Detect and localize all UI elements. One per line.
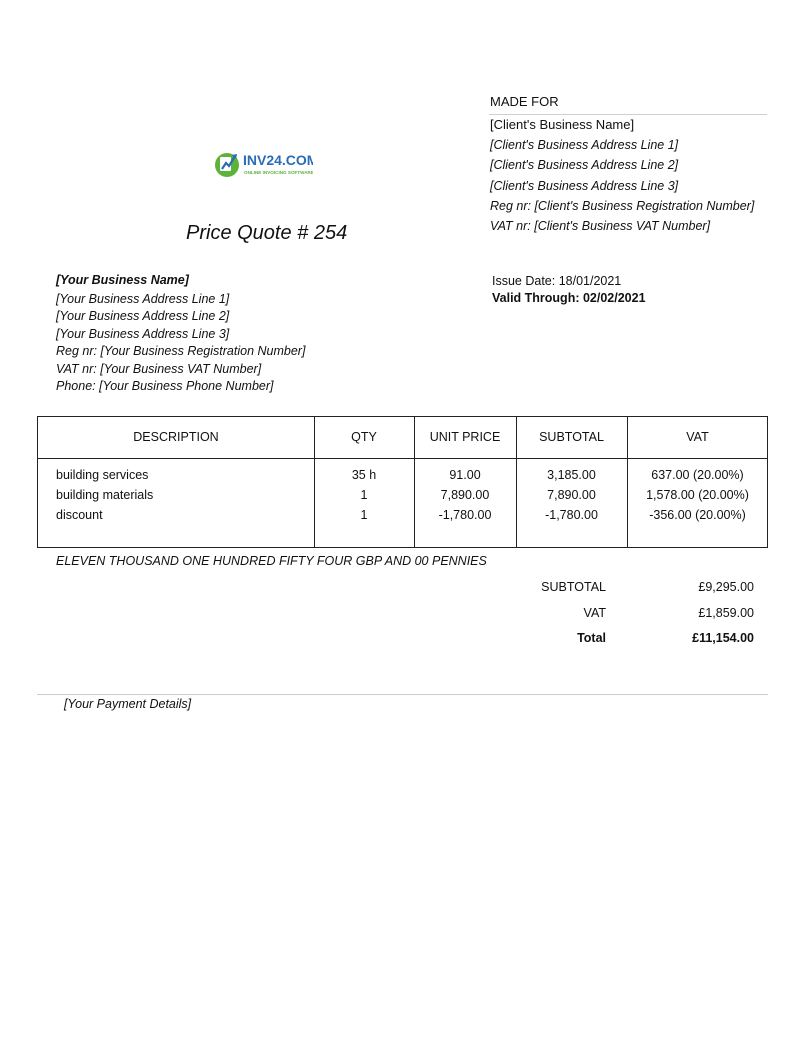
cell-unit-price: 91.00: [449, 468, 481, 482]
table-row: [38, 508, 767, 528]
header-vat: VAT: [686, 430, 709, 444]
total-value: £11,154.00: [692, 631, 754, 645]
vat-label: VAT: [583, 606, 606, 620]
subtotal-label: SUBTOTAL: [541, 580, 606, 594]
cell-description: building materials: [56, 488, 154, 502]
items-table: [37, 416, 768, 548]
payment-details: [Your Payment Details]: [64, 697, 192, 711]
cell-subtotal: 7,890.00: [547, 488, 596, 502]
business-details: [56, 291, 305, 395]
table-row: [38, 468, 767, 488]
header-divider: [38, 458, 767, 459]
cell-qty: 1: [360, 488, 368, 502]
business-address-line-2: [Your Business Address Line 2]: [56, 309, 230, 324]
cell-vat: -356.00 (20.00%): [649, 508, 746, 522]
header-unit-price: UNIT PRICE: [429, 430, 501, 444]
logo-wordmark: INV24.COM: [243, 152, 313, 168]
business-vat-number: VAT nr: [Your Business VAT Number]: [56, 361, 262, 376]
client-details: [490, 135, 754, 236]
business-address-line-3: [Your Business Address Line 3]: [56, 326, 230, 341]
issue-date: Issue Date: 18/01/2021: [492, 274, 622, 288]
header-description: DESCRIPTION: [133, 430, 219, 444]
client-address-line-2: [Client's Business Address Line 2]: [490, 158, 679, 173]
table-row: [38, 488, 767, 508]
cell-subtotal: -1,780.00: [545, 508, 598, 522]
company-logo: [213, 148, 313, 182]
cell-qty: 35 h: [351, 468, 377, 482]
made-for-label: MADE FOR: [490, 94, 559, 109]
client-address-line-3: [Client's Business Address Line 3]: [490, 178, 679, 193]
logo-tagline: ONLINE INVOICING SOFTWARE: [244, 170, 313, 175]
cell-subtotal: 3,185.00: [547, 468, 596, 482]
business-name: [Your Business Name]: [56, 273, 189, 287]
valid-through-date: Valid Through: 02/02/2021: [492, 291, 646, 305]
cell-vat: 1,578.00 (20.00%): [646, 488, 749, 502]
quote-title: Price Quote # 254: [186, 222, 348, 244]
vat-value: £1,859.00: [698, 606, 754, 620]
business-phone: Phone: [Your Business Phone Number]: [56, 379, 274, 394]
total-label: Total: [577, 631, 606, 645]
cell-unit-price: -1,780.00: [438, 508, 492, 522]
business-reg-number: Reg nr: [Your Business Registration Number]: [56, 344, 306, 359]
header-qty: QTY: [351, 430, 377, 444]
business-address-line-1: [Your Business Address Line 1]: [56, 292, 230, 306]
header-subtotal: SUBTOTAL: [539, 430, 604, 444]
footer-divider: [37, 694, 768, 695]
subtotal-value: £9,295.00: [698, 580, 754, 594]
cell-vat: 637.00 (20.00%): [651, 468, 744, 482]
client-address-line-1: [Client's Business Address Line 1]: [490, 138, 679, 152]
amount-in-words: ELEVEN THOUSAND ONE HUNDRED FIFTY FOUR GBP AND 00 PENNIES: [56, 554, 487, 568]
client-vat-number: VAT nr: [Client's Business VAT Number]: [490, 219, 711, 234]
made-for-divider: [489, 114, 767, 115]
cell-qty: 1: [360, 508, 368, 522]
cell-description: building services: [56, 468, 149, 482]
logo-graphic: [213, 148, 313, 182]
cell-unit-price: 7,890.00: [440, 488, 490, 502]
client-name: [Client's Business Name]: [490, 117, 635, 132]
client-reg-number: Reg nr: [Client's Business Registration Number]: [490, 198, 755, 213]
cell-description: discount: [56, 508, 103, 522]
